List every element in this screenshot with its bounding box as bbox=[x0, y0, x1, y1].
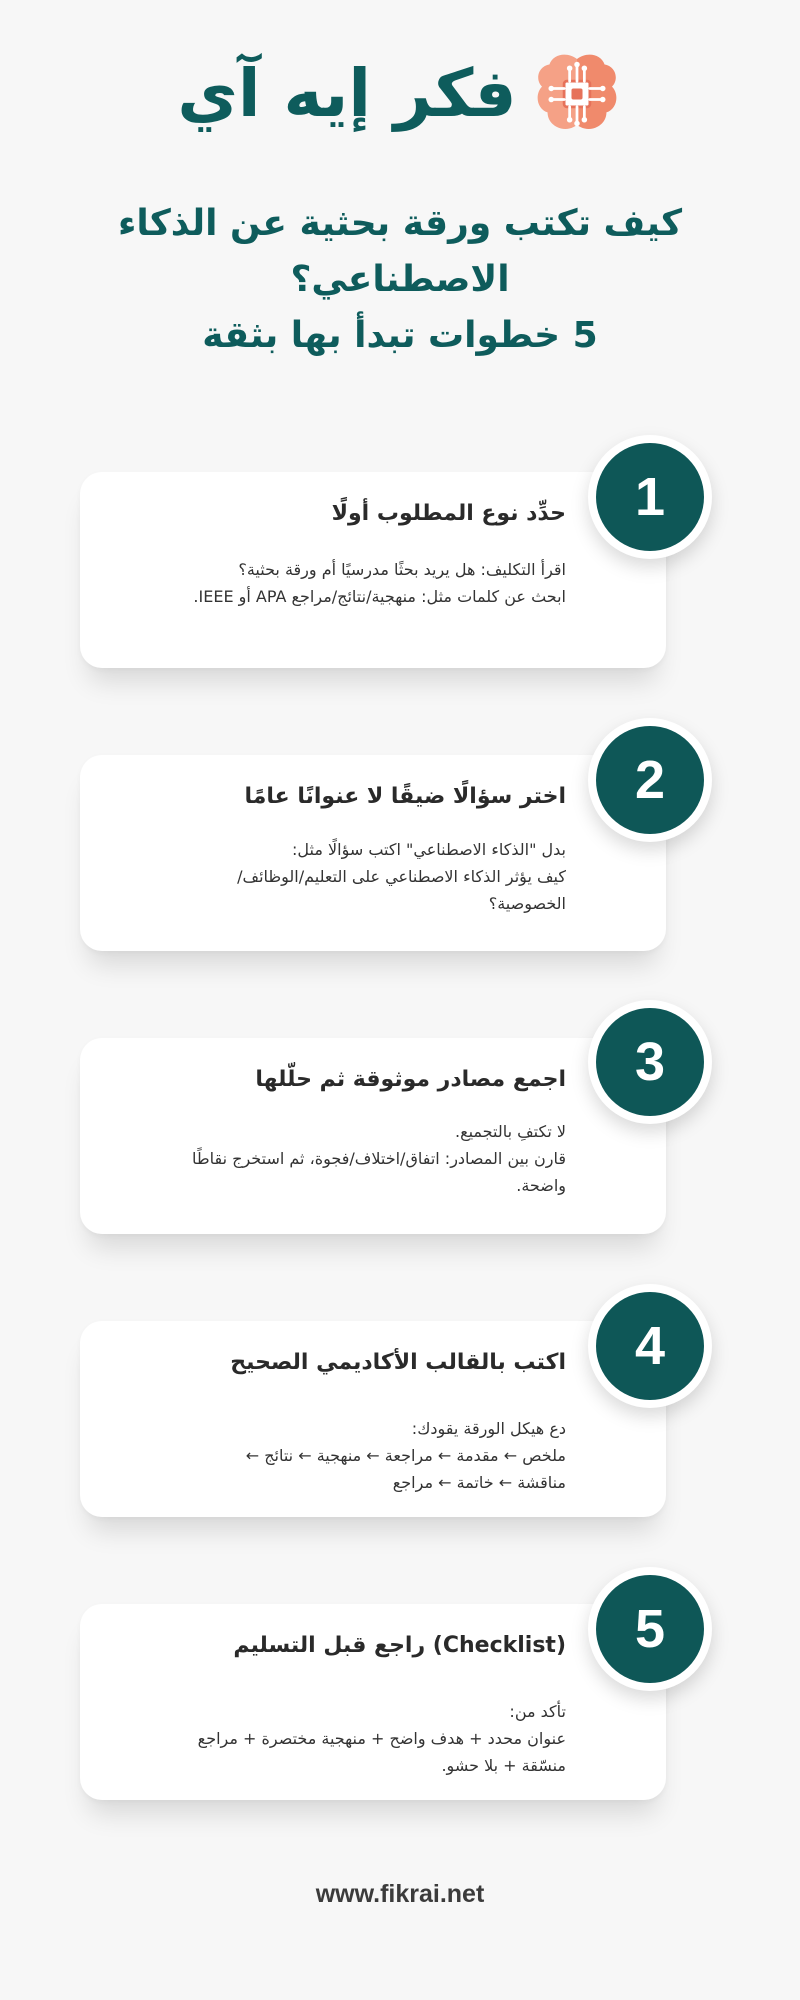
step-line: كيف يؤثر الذكاء الاصطناعي على التعليم/الوظائف/ bbox=[237, 867, 566, 886]
step-line: دع هيكل الورقة يقودك: bbox=[411, 1419, 566, 1438]
step-line: ابحث عن كلمات مثل: منهجية/نتائج/مراجع APA أو IEEE. bbox=[193, 587, 566, 606]
logo-text: فكر إيه آي bbox=[177, 55, 517, 132]
title-line-1: كيف تكتب ورقة بحثية عن الذكاء bbox=[117, 203, 683, 244]
step-line: لا تكتفِ بالتجميع. bbox=[454, 1122, 566, 1141]
step-body bbox=[126, 1415, 566, 1496]
step-number: 4 bbox=[596, 1292, 704, 1400]
step-card-3 bbox=[80, 1038, 666, 1234]
page-title bbox=[100, 196, 700, 364]
step-number: 2 bbox=[596, 726, 704, 834]
step-line: تأكد من: bbox=[509, 1702, 566, 1721]
step-number-badge-5 bbox=[588, 1567, 712, 1691]
step-line: قارن بين المصادر: اتفاق/اختلاف/فجوة، ثم استخرج نقاطًا bbox=[192, 1149, 566, 1168]
title-line-2: الاصطناعي؟ bbox=[290, 259, 510, 300]
step-title: اختر سؤالًا ضيقًا لا عنوانًا عامًا bbox=[244, 784, 566, 809]
step-number: 5 bbox=[596, 1575, 704, 1683]
step-title: حدِّد نوع المطلوب أولًا bbox=[331, 501, 566, 526]
footer-website-link[interactable]: www.fikrai.net bbox=[315, 1880, 485, 1908]
step-title: اكتب بالقالب الأكاديمي الصحيح bbox=[230, 1350, 566, 1375]
step-card-2 bbox=[80, 755, 666, 951]
step-card-1 bbox=[80, 472, 666, 668]
step-number-badge-1 bbox=[588, 435, 712, 559]
step-line: عنوان محدد + هدف واضح + منهجية مختصرة + مراجع bbox=[197, 1729, 566, 1748]
step-body bbox=[126, 836, 566, 917]
brain-circuit-icon bbox=[531, 48, 623, 140]
step-card-4 bbox=[80, 1321, 666, 1517]
step-body bbox=[126, 1118, 566, 1199]
step-title: (Checklist) راجع قبل التسليم bbox=[233, 1633, 566, 1658]
step-line: مناقشة ← خاتمة ← مراجع bbox=[392, 1473, 566, 1492]
step-number-badge-3 bbox=[588, 1000, 712, 1124]
step-line: الخصوصية؟ bbox=[488, 894, 566, 913]
step-line: منسّقة + بلا حشو. bbox=[441, 1756, 566, 1775]
step-number: 1 bbox=[596, 443, 704, 551]
step-title: اجمع مصادر موثوقة ثم حلّلها bbox=[255, 1067, 566, 1092]
step-line: اقرأ التكليف: هل يريد بحثًا مدرسيًا أم ورقة بحثية؟ bbox=[238, 560, 566, 579]
step-body bbox=[126, 556, 566, 610]
step-line: واضحة. bbox=[516, 1176, 566, 1195]
step-body bbox=[126, 1698, 566, 1779]
step-number: 3 bbox=[596, 1008, 704, 1116]
title-line-3: 5 خطوات تبدأ بها بثقة bbox=[202, 315, 598, 356]
step-number-badge-2 bbox=[588, 718, 712, 842]
step-line: ملخص ← مقدمة ← مراجعة ← منهجية ← نتائج ← bbox=[245, 1446, 566, 1465]
step-line: بدل "الذكاء الاصطناعي" اكتب سؤالًا مثل: bbox=[292, 840, 566, 859]
step-number-badge-4 bbox=[588, 1284, 712, 1408]
brand-logo bbox=[0, 48, 800, 140]
step-card-5 bbox=[80, 1604, 666, 1800]
